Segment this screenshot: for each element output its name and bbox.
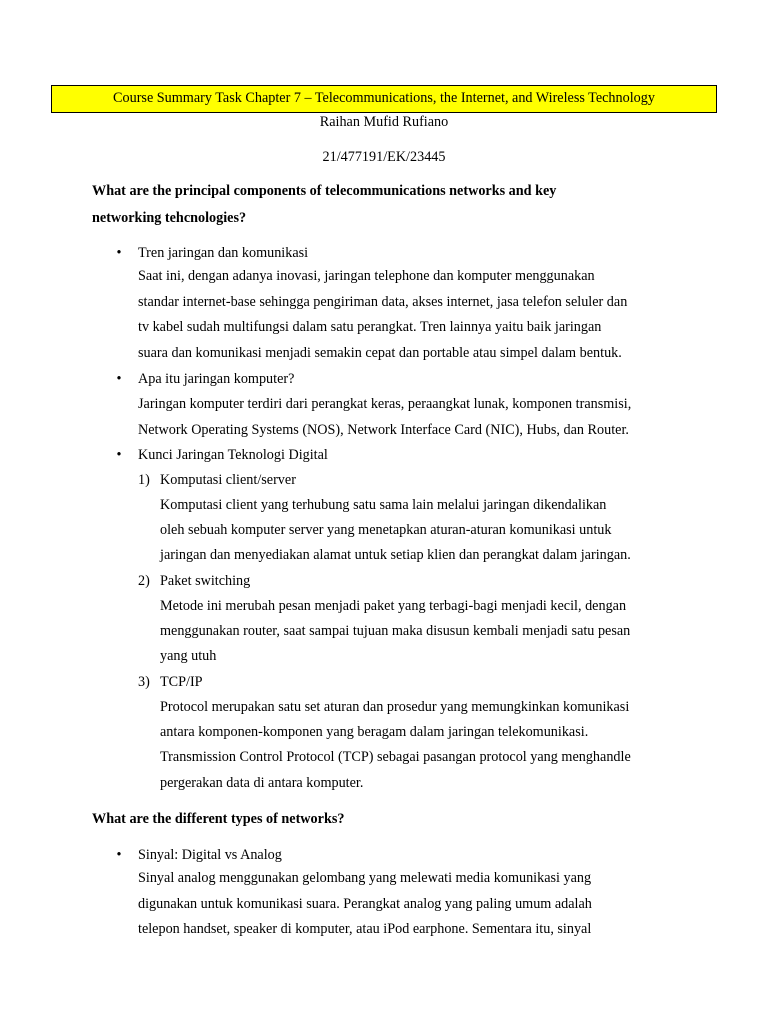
heading-line: What are the principal components of telecommunications networks and key	[92, 183, 557, 199]
bullet-icon: •	[116, 447, 122, 463]
item-title: TCP/IP	[160, 674, 203, 690]
numbered-paragraph	[160, 594, 700, 670]
paragraph-line: yang utuh	[160, 648, 217, 665]
paragraph-line: tv kabel sudah multifungsi dalam satu perangkat. Tren lainnya yaitu baik jaringan	[138, 319, 602, 335]
item-number: 2)	[138, 573, 150, 589]
paragraph-line: Saat ini, dengan adanya inovasi, jaringan telephone dan komputer menggunakan	[138, 268, 595, 284]
student-id: 21/477191/EK/23445	[322, 149, 446, 165]
bullet-title: Apa itu jaringan komputer?	[138, 371, 295, 387]
bullet-paragraph	[138, 264, 698, 366]
item-number: 3)	[138, 674, 150, 690]
bullet-title: Tren jaringan dan komunikasi	[138, 245, 309, 261]
paragraph-line: Sinyal analog menggunakan gelombang yang melewati media komunikasi yang	[138, 870, 592, 886]
paragraph-line: digunakan untuk komunikasi suara. Perangkat analog yang paling umum adalah	[138, 895, 592, 912]
paragraph-line: Komputasi client yang terhubung satu sama lain melalui jaringan dikendalikan	[160, 497, 607, 513]
paragraph-line: Transmission Control Protocol (TCP) sebagai pasangan protocol yang menghandle	[160, 749, 631, 766]
bullet-icon: •	[116, 245, 122, 261]
item-title: Komputasi client/server	[160, 472, 296, 488]
numbered-paragraph	[160, 695, 700, 796]
paragraph-line: telepon handset, speaker di komputer, atau iPod earphone. Sementara itu, sinyal	[138, 921, 592, 937]
item-title: Paket switching	[160, 573, 251, 589]
document-title: Course Summary Task Chapter 7 – Telecommunications, the Internet, and Wireless Technology	[51, 85, 717, 113]
paragraph-line: jaringan dan menyediakan alamat untuk setiap klien dan perangkat dalam jaringan.	[160, 547, 631, 564]
author-name: Raihan Mufid Rufiano	[319, 114, 449, 130]
heading-line: networking tehcnologies?	[92, 210, 247, 226]
bullet-icon: •	[116, 847, 122, 863]
paragraph-line: antara komponen-komponen yang beragam dalam jaringan telekomunikasi.	[160, 724, 589, 741]
paragraph-line: Network Operating Systems (NOS), Network Interface Card (NIC), Hubs, dan Router.	[138, 421, 629, 438]
paragraph-line: pergerakan data di antara komputer.	[160, 774, 364, 791]
bullet-paragraph	[138, 866, 698, 943]
bullet-icon: •	[116, 371, 122, 387]
question-heading-2: What are the different types of networks?	[92, 811, 345, 827]
paragraph-line: Jaringan komputer terdiri dari perangkat keras, peraangkat lunak, komponen transmisi,	[138, 396, 632, 412]
question-heading-1	[92, 178, 692, 231]
paragraph-line: Metode ini merubah pesan menjadi paket yang terbagi-bagi menjadi kecil, dengan	[160, 598, 627, 614]
paragraph-line: standar internet-base sehingga pengiriman data, akses internet, jasa telefon seluler dan	[138, 293, 628, 310]
bullet-paragraph	[138, 392, 698, 443]
item-number: 1)	[138, 472, 150, 488]
paragraph-line: oleh sebuah komputer server yang menetapkan aturan-aturan komunikasi untuk	[160, 522, 612, 539]
paragraph-line: menggunakan router, saat sampai tujuan maka disusun kembali menjadi satu pesan	[160, 623, 631, 640]
bullet-title: Kunci Jaringan Teknologi Digital	[138, 447, 328, 463]
paragraph-line: Protocol merupakan satu set aturan dan prosedur yang memungkinkan komunikasi	[160, 699, 630, 715]
bullet-title: Sinyal: Digital vs Analog	[138, 847, 282, 863]
numbered-paragraph	[160, 493, 700, 569]
paragraph-line: suara dan komunikasi menjadi semakin cepat dan portable atau simpel dalam bentuk.	[138, 344, 622, 361]
